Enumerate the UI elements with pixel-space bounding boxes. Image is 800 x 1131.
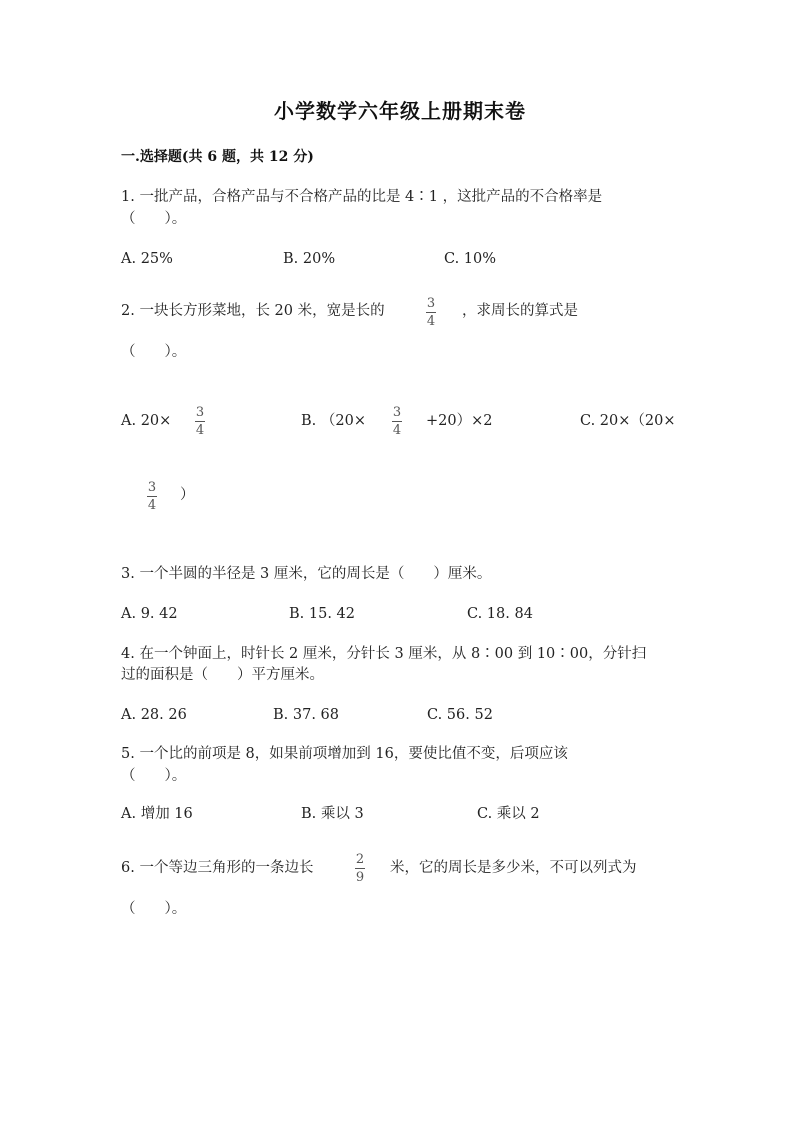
q4-option-c: C. 56. 52 — [427, 707, 493, 723]
q3-option-a: A. 9. 42 — [121, 606, 178, 622]
q2-option-b: B. （20× — [301, 413, 366, 429]
question-5-blank: （ ）。 — [121, 768, 187, 784]
q2-option-c-end: ） — [180, 487, 195, 503]
q1-option-b: B. 20% — [283, 251, 336, 267]
q1-option-a: A. 25% — [121, 251, 173, 267]
q2-option-b-end: +20）×2 — [426, 413, 493, 429]
q5-option-a: A. 增加 16 — [121, 806, 193, 822]
fraction-bar — [147, 496, 157, 497]
q6-fraction — [355, 853, 365, 884]
fraction-denominator: 4 — [195, 423, 205, 438]
q4-option-b: B. 37. 68 — [273, 707, 339, 723]
q2-option-a-fraction — [195, 406, 205, 437]
q3-option-b: B. 15. 42 — [289, 606, 355, 622]
question-4-text-2: 过的面积是（ ）平方厘米。 — [121, 667, 324, 683]
fraction-denominator: 9 — [355, 870, 365, 885]
question-4-text: 4. 在一个钟面上，时针长 2 厘米，分针长 3 厘米，从 8∶00 到 10∶00，分针扫 — [121, 646, 647, 662]
question-1-blank: （ ）。 — [121, 211, 187, 227]
question-2-text-end: ，求周长的算式是 — [462, 303, 578, 319]
question-1-text: 1. 一批产品，合格产品与不合格产品的比是 4∶1 ，这批产品的不合格率是 — [121, 189, 603, 205]
question-6-blank: （ ）。 — [121, 901, 187, 917]
q2-fraction — [426, 297, 436, 328]
question-6-text-end: 米，它的周长是多少米，不可以列式为 — [390, 860, 637, 876]
question-2-text: 2. 一块长方形菜地，长 20 米，宽是长的 — [121, 303, 385, 319]
q2-option-c: C. 20×（20× — [580, 413, 676, 429]
fraction-numerator: 3 — [392, 405, 402, 420]
fraction-numerator: 3 — [195, 405, 205, 420]
question-2-blank: （ ）。 — [121, 344, 187, 360]
q5-option-b: B. 乘以 3 — [301, 806, 364, 822]
q2-option-c-fraction — [147, 481, 157, 512]
q2-option-a: A. 20× — [121, 413, 172, 429]
q5-option-c: C. 乘以 2 — [477, 806, 540, 822]
section-heading: 一.选择题(共 6 题，共 12 分) — [121, 149, 314, 165]
question-5-text: 5. 一个比的前项是 8，如果前项增加到 16，要使比值不变，后项应该 — [121, 746, 568, 762]
fraction-bar — [426, 312, 436, 313]
question-6-text: 6. 一个等边三角形的一条边长 — [121, 860, 314, 876]
page-title: 小学数学六年级上册期末卷 — [274, 99, 526, 123]
fraction-denominator: 4 — [392, 423, 402, 438]
fraction-numerator: 3 — [426, 296, 436, 311]
fraction-denominator: 4 — [426, 314, 436, 329]
fraction-denominator: 4 — [147, 498, 157, 513]
q1-option-c: C. 10% — [444, 251, 497, 267]
q2-option-b-fraction — [392, 406, 402, 437]
q3-option-c: C. 18. 84 — [467, 606, 533, 622]
fraction-numerator: 3 — [147, 480, 157, 495]
question-3-text: 3. 一个半圆的半径是 3 厘米，它的周长是（ ）厘米。 — [121, 566, 492, 582]
fraction-bar — [195, 421, 205, 422]
fraction-numerator: 2 — [355, 852, 365, 867]
fraction-bar — [355, 868, 365, 869]
q4-option-a: A. 28. 26 — [121, 707, 187, 723]
fraction-bar — [392, 421, 402, 422]
